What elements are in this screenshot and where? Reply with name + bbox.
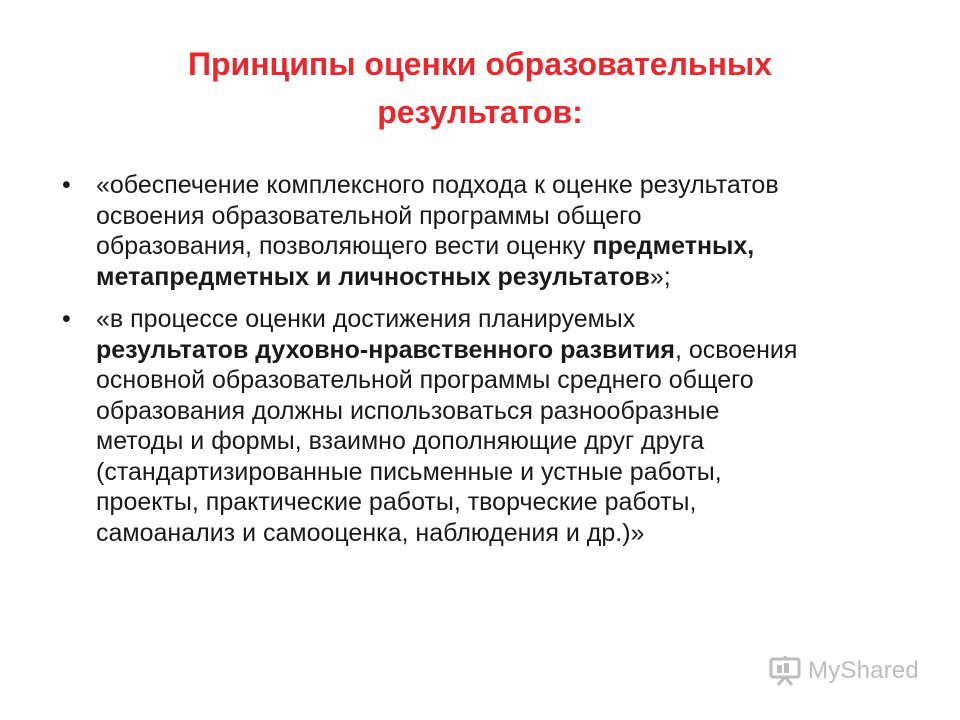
presentation-screen-icon (768, 656, 802, 686)
bold-text-segment: результатов духовно-нравственного развития (96, 335, 675, 364)
bullet-text-line (96, 201, 900, 232)
text-segment: «обеспечение комплексного подхода к оценке результатов (96, 171, 779, 199)
bullet-text-line (96, 231, 900, 262)
bold-text-segment: предметных, (592, 232, 755, 260)
text-segment: образования, позволяющего вести оценку (96, 232, 593, 260)
text-segment: методы и формы, взаимно дополняющие друг друга (96, 427, 705, 455)
bold-text-segment: метапредметных и личностных результатов (96, 262, 650, 291)
bullet-text-line (96, 170, 900, 201)
bullet-item (60, 170, 900, 292)
myshared-watermark (768, 656, 919, 686)
text-segment: »; (649, 262, 671, 291)
bullet-marker: • (62, 171, 71, 199)
title-line-1: Принципы оценки образовательных (187, 46, 773, 82)
bullet-text-line (96, 262, 900, 293)
title-line-2: результатов: (377, 94, 583, 130)
bullet-text-line (96, 304, 900, 335)
bullet-list (60, 170, 900, 560)
bullet-text-line (96, 457, 900, 488)
slide-title (80, 40, 880, 136)
bullet-text-line (96, 487, 900, 518)
text-segment: , освоения (674, 335, 798, 364)
text-segment: проекты, практические работы, творческие работы, (96, 488, 697, 516)
bullet-text-line (96, 518, 900, 549)
bullet-text-line (96, 426, 900, 457)
text-segment: самоанализ и самооценка, наблюдения и др.)» (96, 518, 645, 547)
bullet-text-line (96, 396, 900, 427)
bullet-text-line (96, 335, 900, 366)
text-segment: (стандартизированные письменные и устные работы, (96, 457, 722, 486)
bullet-item (60, 304, 900, 548)
watermark-text: MyShared (808, 657, 919, 684)
bullet-marker: • (62, 305, 71, 333)
text-segment: освоения образовательной программы общего (96, 201, 642, 230)
text-segment: образования должны использоваться разнообразные (96, 396, 720, 425)
bullet-text-line (96, 365, 900, 396)
text-segment: «в процессе оценки достижения планируемых (96, 305, 636, 333)
text-segment: основной образовательной программы среднего общего (96, 366, 754, 394)
